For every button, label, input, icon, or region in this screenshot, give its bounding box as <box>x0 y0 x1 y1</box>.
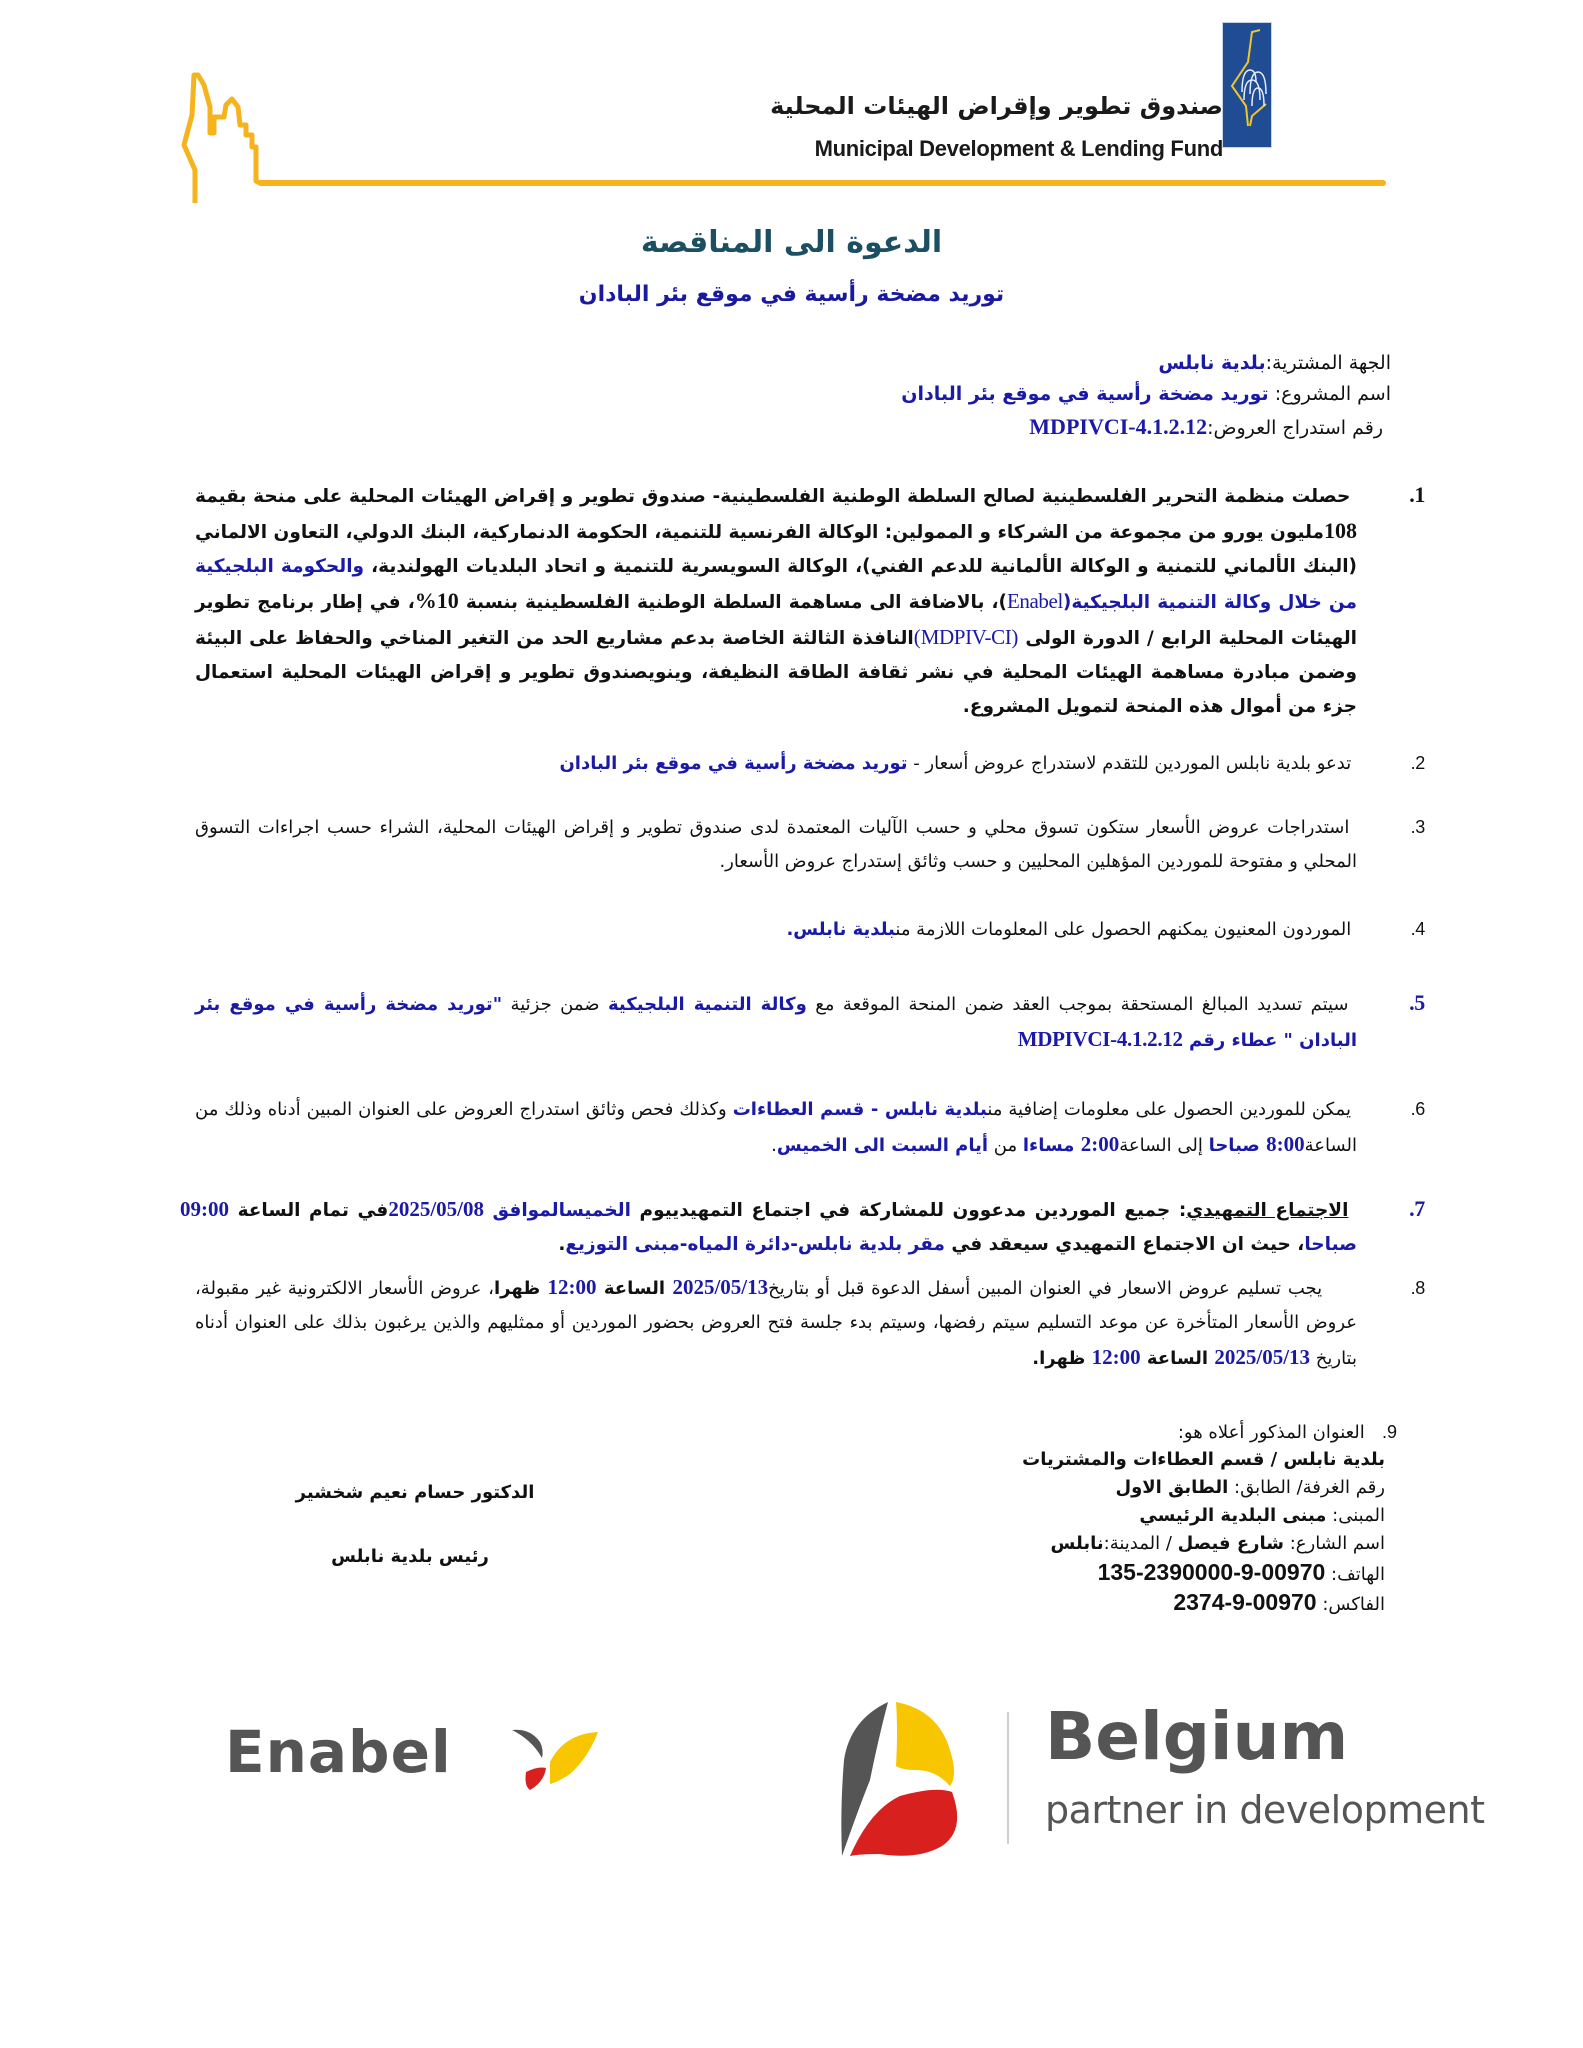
logo-divider <box>1007 1712 1009 1844</box>
clause-text: من <box>988 1135 1023 1156</box>
clause-text: النافذة الثالثة الخاصة بدعم مشاريع الحد من التغير المناخي والحفاظ على البيئة وضمن مبادرة مساهمة الهيئات المحلية في نشر ثقافة الطاقة النظيفة، وينويصندوق تطوير و إقراض الهيئات المحلية استعمال جزء من أموال هذه المنحة لتمويل المشروع. <box>195 628 1357 717</box>
room-value: الطابق الاول <box>1115 1477 1229 1498</box>
pm-label: مساءا <box>1022 1135 1081 1156</box>
signatory-name: الدكتور حسام نعيم شخشير <box>295 1482 535 1503</box>
city-skyline-icon <box>180 55 270 205</box>
grant-amount: 108 <box>1324 518 1357 543</box>
project-label: اسم المشروع: <box>1274 383 1391 405</box>
submission-date: 2025/05/13 <box>672 1275 769 1299</box>
clause-number: 8. <box>1410 1278 1425 1298</box>
address-street <box>1051 1530 1385 1558</box>
clause-text: وكذلك فحص وثائق استدراج العروض على العنوان المبين أدناه وذلك من الساعة <box>195 1099 1357 1156</box>
phone-value: 00970-9-2390000-135 <box>1097 1559 1326 1585</box>
city-label: / المدينة: <box>1103 1533 1178 1554</box>
am-label: صباحا <box>1208 1135 1267 1156</box>
clause-text: تدعو بلدية نابلس الموردين للتقدم لاستدراج عروض أسعار - <box>907 753 1352 774</box>
clause-text: ، عروض الأسعار الالكترونية غير مقبولة، عروض الأسعار المتأخرة عن موعد التسليم سيتم رفضها، وسيتم بدء جلسة فتح العروض بحضور الموردين أو ممثليهم والذين يرغبون بذلك على العنوان أدناه بتاريخ <box>195 1278 1357 1369</box>
org-name-english: Municipal Development & Lending Fund <box>814 136 1223 161</box>
reference-label: رقم استدراج العروض: <box>1207 417 1383 439</box>
letterhead <box>0 0 1583 210</box>
program-code: (MDPIV-CI) <box>913 625 1019 649</box>
clause-text: مليون يورو من مجموعة من الشركاء و الممولين: الوكالة الفرنسية للتنمية، الحكومة الدنماركية، البنك الدولي، التعاون الالماني (البنك الألماني للتمنية و الوكالة الألمانية للدعم الفني)، الوكالة السويسرية للتنمية و اتحاد البلديات الهولندية، <box>195 522 1357 577</box>
fax-value: 00970-9-2374 <box>1173 1589 1317 1615</box>
clause-8 <box>195 1270 1425 1376</box>
meeting-time: 09:00 <box>180 1197 229 1221</box>
building-label: المبنى: <box>1326 1505 1385 1526</box>
clause-1 <box>195 478 1425 724</box>
time-label: الساعة <box>1140 1348 1215 1369</box>
clause-number: 4. <box>1410 919 1425 939</box>
clause-6 <box>195 1092 1425 1163</box>
street-label: اسم الشارع: <box>1283 1533 1385 1554</box>
project-line <box>901 383 1391 405</box>
pre-bid-meeting-heading: الاجتماع التمهيدي <box>1186 1200 1349 1221</box>
clause-text: ، حيث ان الاجتماع التمهيدي سيعقد في <box>944 1234 1305 1255</box>
address-building <box>1139 1502 1385 1530</box>
clause-number: 5. <box>1409 990 1425 1015</box>
clause-number: 3. <box>1410 817 1425 837</box>
reference-value: MDPIVCI-4.1.2.12 <box>1029 414 1208 439</box>
belgium-b-icon <box>840 1700 970 1860</box>
closing-time: 2:00 <box>1080 1132 1120 1156</box>
clause-number: 7. <box>1409 1196 1425 1221</box>
clause-number: 2. <box>1410 753 1425 773</box>
org-name-arabic: صندوق تطوير وإقراض الهيئات المحلية <box>770 92 1223 120</box>
belgium-tagline: partner in development <box>1045 1788 1485 1832</box>
lot-name: "توريد مضخة رأسية في موقع بئر البادان " عطاء رقم <box>195 994 1357 1051</box>
address-room <box>1115 1474 1385 1502</box>
fax-label: الفاكس: <box>1316 1594 1385 1615</box>
document-subtitle: توريد مضخة رأسية في موقع بئر البادان <box>578 282 1005 307</box>
period: . <box>558 1234 566 1255</box>
clause-text: )، بالاضافة الى مساهمة السلطة الوطنية الفلسطينية بنسبة <box>458 592 1007 613</box>
street-value: شارع فيصل <box>1177 1533 1284 1554</box>
city-value: نابلس <box>1050 1533 1104 1554</box>
address-intro-text: العنوان المذكور أعلاه هو: <box>1177 1422 1365 1443</box>
clause-text: استدراجات عروض الأسعار ستكون تسوق محلي و حسب الآليات المعتمدة لدى صندوق تطوير و إقراض الهيئات المحلية، الشراء حسب اجراءات التسوق المحلي و مفتوحة للموردين المؤهلين المحليين و حسب وثائق إستدراج عروض الأسعار. <box>195 817 1357 872</box>
address-fax <box>1173 1588 1385 1619</box>
clause-text: : جميع الموردين مدعوون للمشاركة في اجتماع التمهيدييوم <box>630 1200 1187 1221</box>
meeting-location: مقر بلدية نابلس-دائرة المياه-مبنى التوزيع <box>565 1234 945 1255</box>
clause-text: سيتم تسديد المبالغ المستحقة بموجب العقد ضمن المنحة الموقعة مع <box>806 994 1349 1015</box>
working-days: أيام السبت الى الخميس <box>776 1135 989 1156</box>
header-divider <box>258 180 1386 186</box>
period: . <box>786 919 794 940</box>
address-phone <box>1098 1558 1385 1589</box>
room-label: رقم الغرفة/ الطابق: <box>1228 1477 1385 1498</box>
clause-number: 9. <box>1381 1422 1397 1442</box>
enabel-bird-icon <box>510 1728 600 1798</box>
reference-line <box>1029 414 1383 440</box>
project-value: توريد مضخة رأسية في موقع بئر البادان <box>901 383 1269 405</box>
buyer-line <box>1158 352 1391 374</box>
clause-text: إلى الساعة <box>1119 1135 1209 1156</box>
meeting-day: الخميسالموافق <box>483 1200 631 1221</box>
clause-text: ، في إطار برنامج تطوير الهيئات المحلية الرابع / الدورة الولى <box>195 592 1357 649</box>
clause-3 <box>195 810 1425 879</box>
noon-label: ظهرا <box>493 1278 548 1299</box>
opening-time: 8:00 <box>1266 1132 1305 1156</box>
signatory-title: رئيس بلدية نابلس <box>331 1546 489 1567</box>
am-label: صباحا <box>1304 1234 1357 1255</box>
clause-text: حصلت منظمة التحرير الفلسطينية لصالح السلطة الوطنية الفلسطينية- صندوق تطوير و إقراض الهيئات المحلية على منحة بقيمة <box>195 486 1351 507</box>
clause-number: 1. <box>1409 482 1425 507</box>
clause-7 <box>180 1192 1425 1262</box>
clause-text: في تمام الساعة <box>229 1200 389 1221</box>
mdlf-logo-icon <box>1222 22 1272 148</box>
clause-2 <box>195 746 1425 781</box>
document-title: الدعوة الى المناقصة <box>640 225 943 260</box>
phone-label: الهاتف: <box>1325 1564 1385 1585</box>
clause-text: يمكن للموردين الحصول على معلومات إضافية من <box>987 1099 1351 1120</box>
submission-time: 12:00 <box>547 1275 597 1299</box>
enabel-name: Enabel <box>1006 589 1063 613</box>
opening-time: 12:00 <box>1091 1345 1141 1369</box>
belgium-wordmark: Belgium <box>1045 1698 1349 1775</box>
meeting-date: 2025/05/08 <box>388 1197 484 1221</box>
noon-label: ظهرا <box>1039 1348 1092 1369</box>
clause-text: ضمن جزئية <box>502 994 609 1015</box>
enabel-wordmark: Enabel <box>225 1718 452 1786</box>
project-name: توريد مضخة رأسية في موقع بئر البادان <box>559 753 908 774</box>
buyer-label: الجهة المشترية: <box>1265 352 1391 374</box>
period: . <box>771 1135 777 1156</box>
municipality-name: بلدية نابلس <box>793 919 896 940</box>
time-label: الساعة <box>596 1278 673 1299</box>
building-value: مبنى البلدية الرئيسي <box>1139 1505 1327 1526</box>
contribution-percent: 10% <box>414 588 459 613</box>
clause-5 <box>195 986 1425 1058</box>
tenders-department: بلدية نابلس - قسم العطاءات <box>732 1099 988 1120</box>
buyer-value: بلدية نابلس <box>1158 352 1266 374</box>
period: . <box>1032 1348 1040 1369</box>
address-line-department: بلدية نابلس / قسم العطاءات والمشتريات <box>1022 1449 1385 1470</box>
clause-number: 6. <box>1410 1099 1425 1119</box>
address-intro <box>1178 1418 1397 1447</box>
belgian-gov-text: والحكومة البلجيكية من خلال وكالة التنمية البلجيكية( <box>195 556 1357 613</box>
agency-name: وكالة التنمية البلجيكية <box>608 994 807 1015</box>
opening-date: 2025/05/13 <box>1214 1345 1311 1369</box>
clause-text: الموردون المعنيون يمكنهم الحصول على المعلومات اللازمة من <box>895 919 1352 940</box>
tender-reference: MDPIVCI-4.1.2.12 <box>1017 1027 1183 1051</box>
clause-4 <box>195 912 1425 947</box>
clause-text: يجب تسليم عروض الاسعار في العنوان المبين أسفل الدعوة قبل أو بتاريخ <box>768 1278 1323 1299</box>
